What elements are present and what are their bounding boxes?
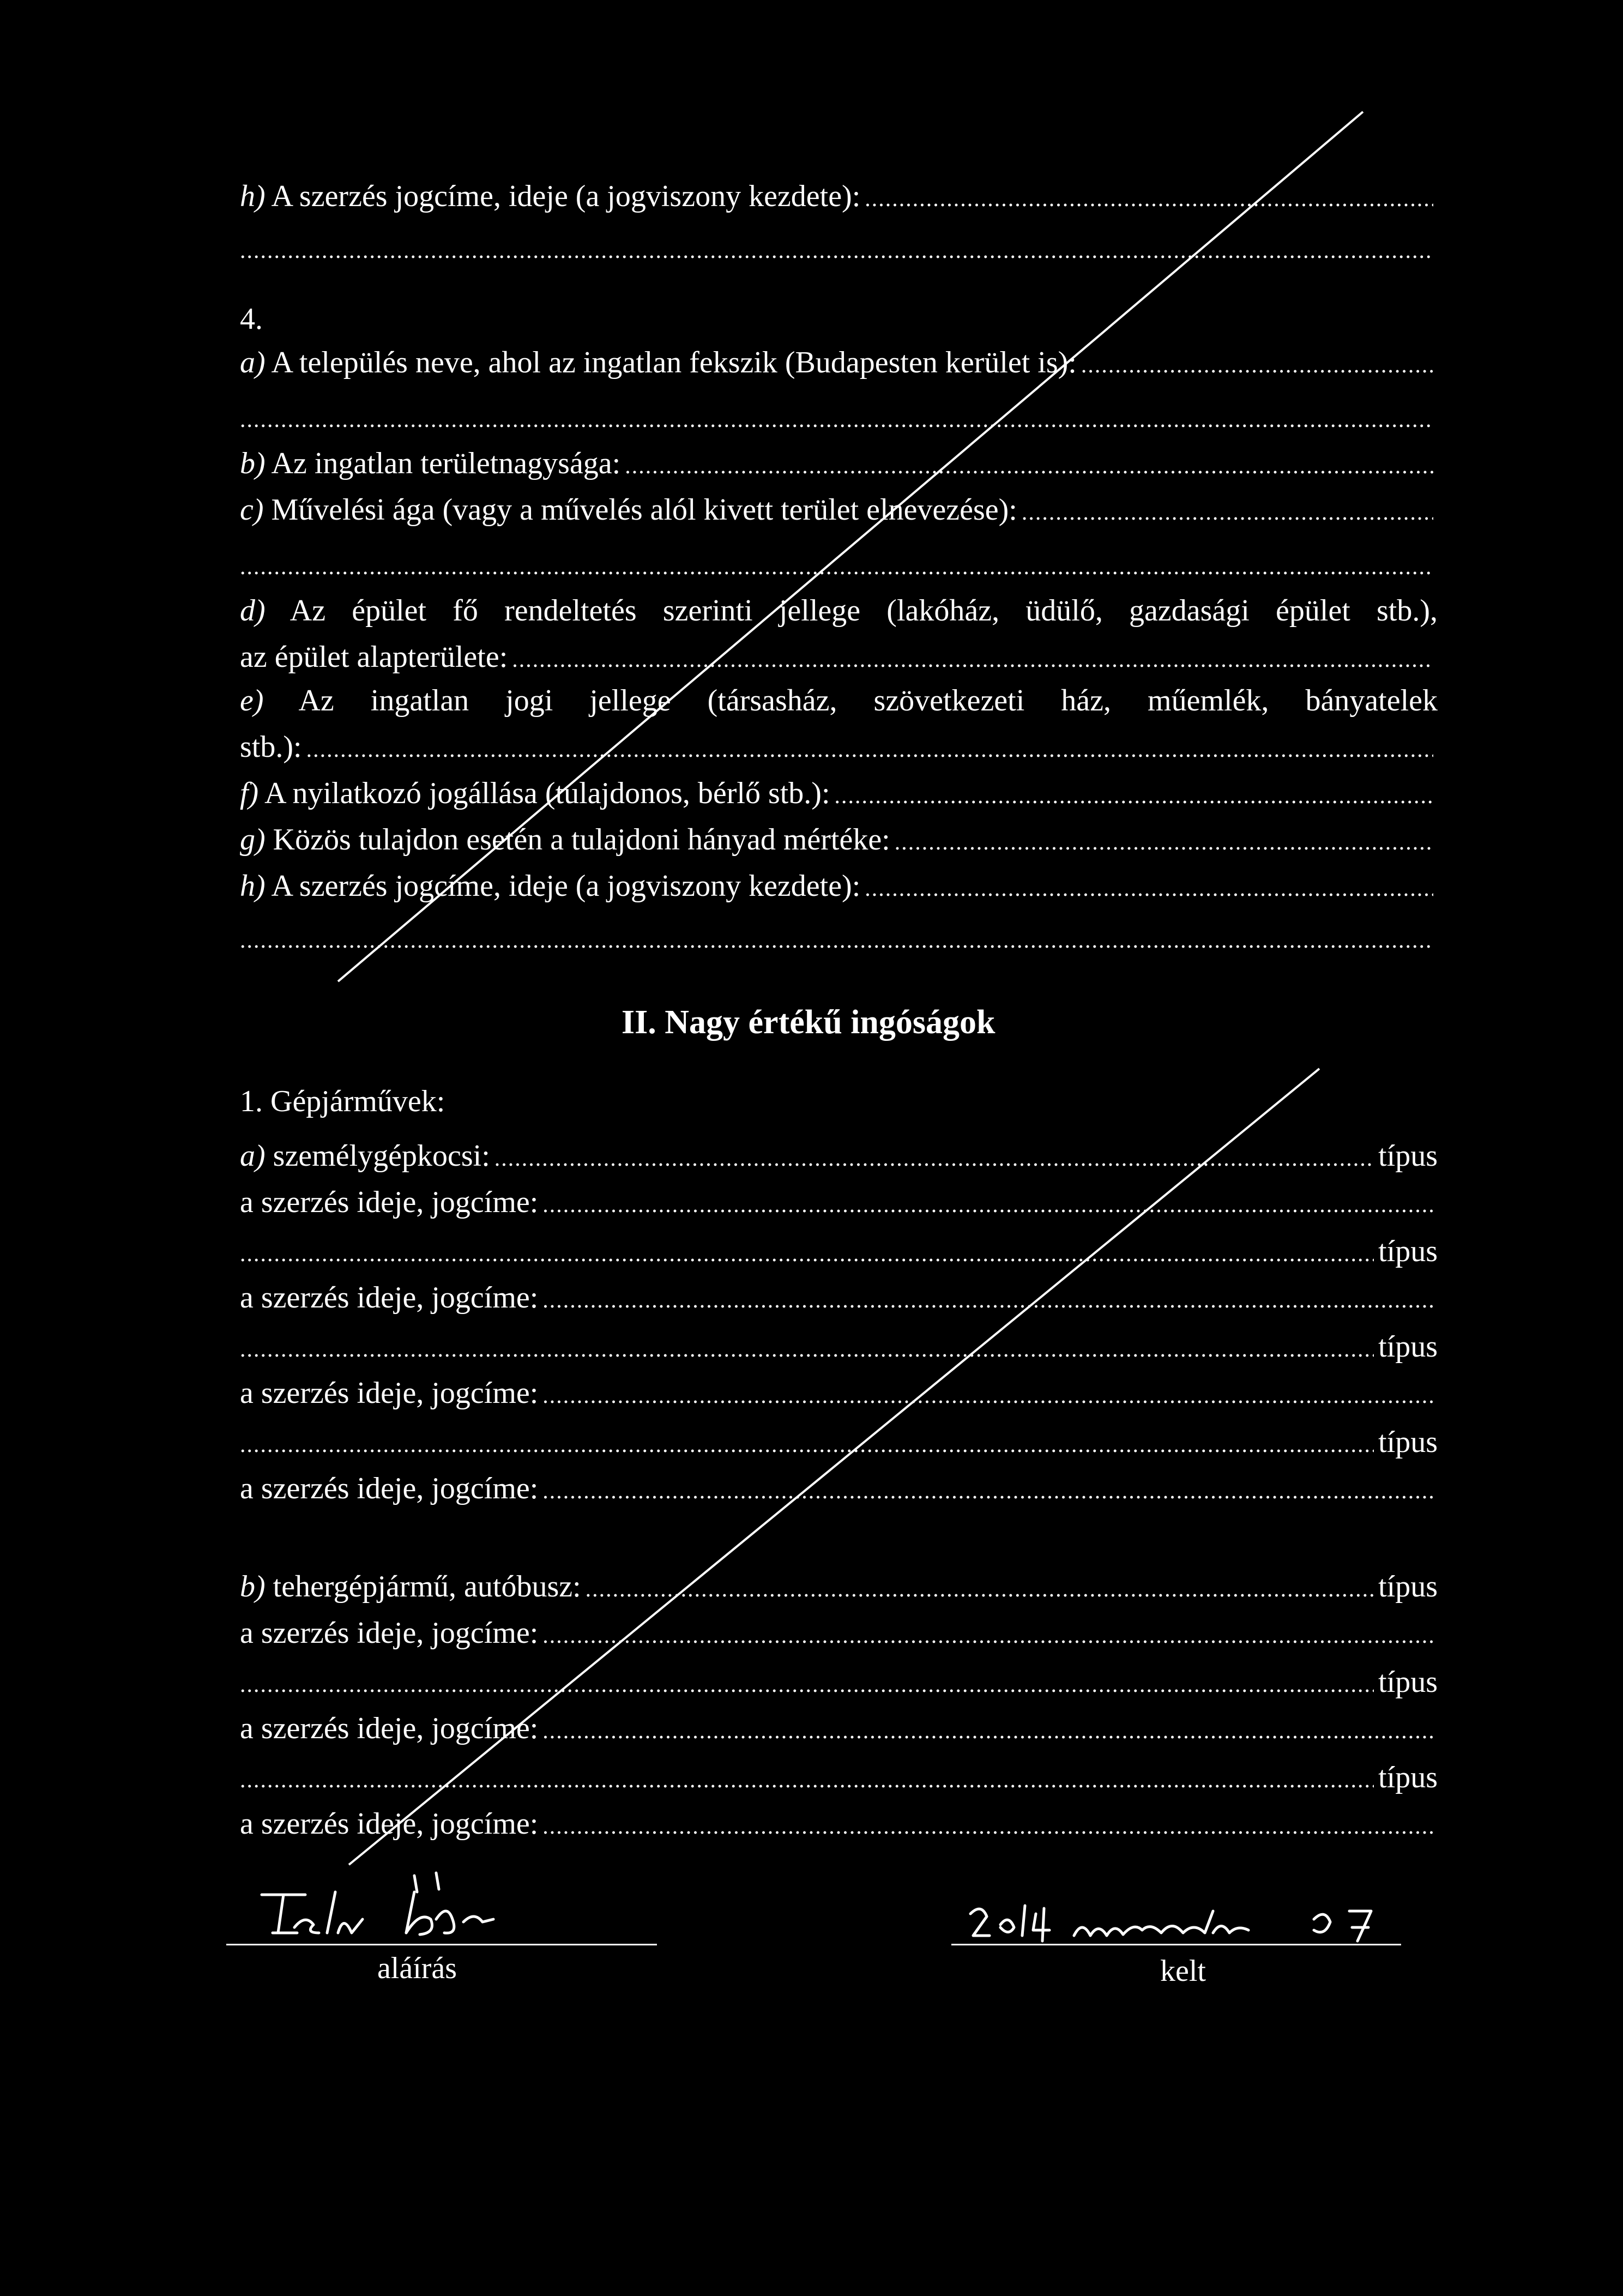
handwritten-date (970, 1906, 1371, 1941)
field-label: a szerzés ideje, jogcíme: (240, 1472, 539, 1505)
vehicles-title: 1. Gépjárművek: (240, 1084, 445, 1118)
section-heading: II. Nagy értékű ingóságok (622, 1004, 995, 1041)
item-label: d) (240, 594, 266, 628)
item-label: f) (240, 776, 259, 810)
field-label: Az ingatlan területnagysága: (271, 447, 621, 480)
field-label: tehergépjármű, autóbusz: (273, 1570, 581, 1604)
date-caption: kelt (1160, 1954, 1206, 1988)
type-label: típus (1378, 1139, 1438, 1173)
type-label: típus (1378, 1570, 1438, 1604)
field-label: a szerzés ideje, jogcíme: (240, 1712, 539, 1745)
type-label: típus (1378, 1330, 1438, 1364)
item-label: g) (240, 823, 266, 857)
type-label: típus (1378, 1234, 1438, 1268)
field-label: A szerzés jogcíme, ideje (a jogviszony kezdete): (271, 869, 861, 903)
field-label: A szerzés jogcíme, ideje (a jogviszony kezdete): (271, 179, 861, 213)
item-label: b) (240, 1570, 266, 1604)
item-label: e) (240, 684, 264, 718)
item-label: b) (240, 447, 266, 480)
field-label: Művelési ága (vagy a művelés alól kivett terület elnevezése): (271, 493, 1017, 527)
field-label: stb.): (240, 730, 302, 764)
item-label: a) (240, 346, 266, 379)
strike-line-section2 (349, 1069, 1319, 1865)
strike-line-section4 (338, 112, 1363, 981)
section-number: 4. (240, 302, 263, 336)
field-label: Közös tulajdon esetén a tulajdoni hányad mértéke: (273, 823, 890, 857)
type-label: típus (1378, 1665, 1438, 1699)
field-label: személygépkocsi: (273, 1139, 490, 1173)
signature-caption: aláírás (377, 1951, 457, 1985)
field-label: az épület alapterülete: (240, 640, 508, 674)
field-label: a szerzés ideje, jogcíme: (240, 1616, 539, 1650)
field-label: Az épület fő rendeltetés szerinti jellege (lakóház, üdülő, gazdasági épület stb.), (289, 594, 1438, 628)
type-label: típus (1378, 1425, 1438, 1459)
item-label: h) (240, 179, 266, 213)
field-label: a szerzés ideje, jogcíme: (240, 1281, 539, 1315)
item-label: a) (240, 1139, 266, 1173)
handwritten-signature (262, 1873, 493, 1935)
field-label: a szerzés ideje, jogcíme: (240, 1185, 539, 1219)
item-label: c) (240, 493, 264, 527)
field-label: A település neve, ahol az ingatlan fekszik (Budapesten kerület is): (271, 346, 1077, 379)
field-label: Az ingatlan jogi jellege (társasház, szövetkezeti ház, műemlék, bányatelek (298, 684, 1438, 718)
field-label: A nyilatkozó jogállása (tulajdonos, bérlő stb.): (264, 776, 830, 810)
item-label: h) (240, 869, 266, 903)
field-label: a szerzés ideje, jogcíme: (240, 1376, 539, 1410)
type-label: típus (1378, 1761, 1438, 1794)
field-label: a szerzés ideje, jogcíme: (240, 1807, 539, 1841)
